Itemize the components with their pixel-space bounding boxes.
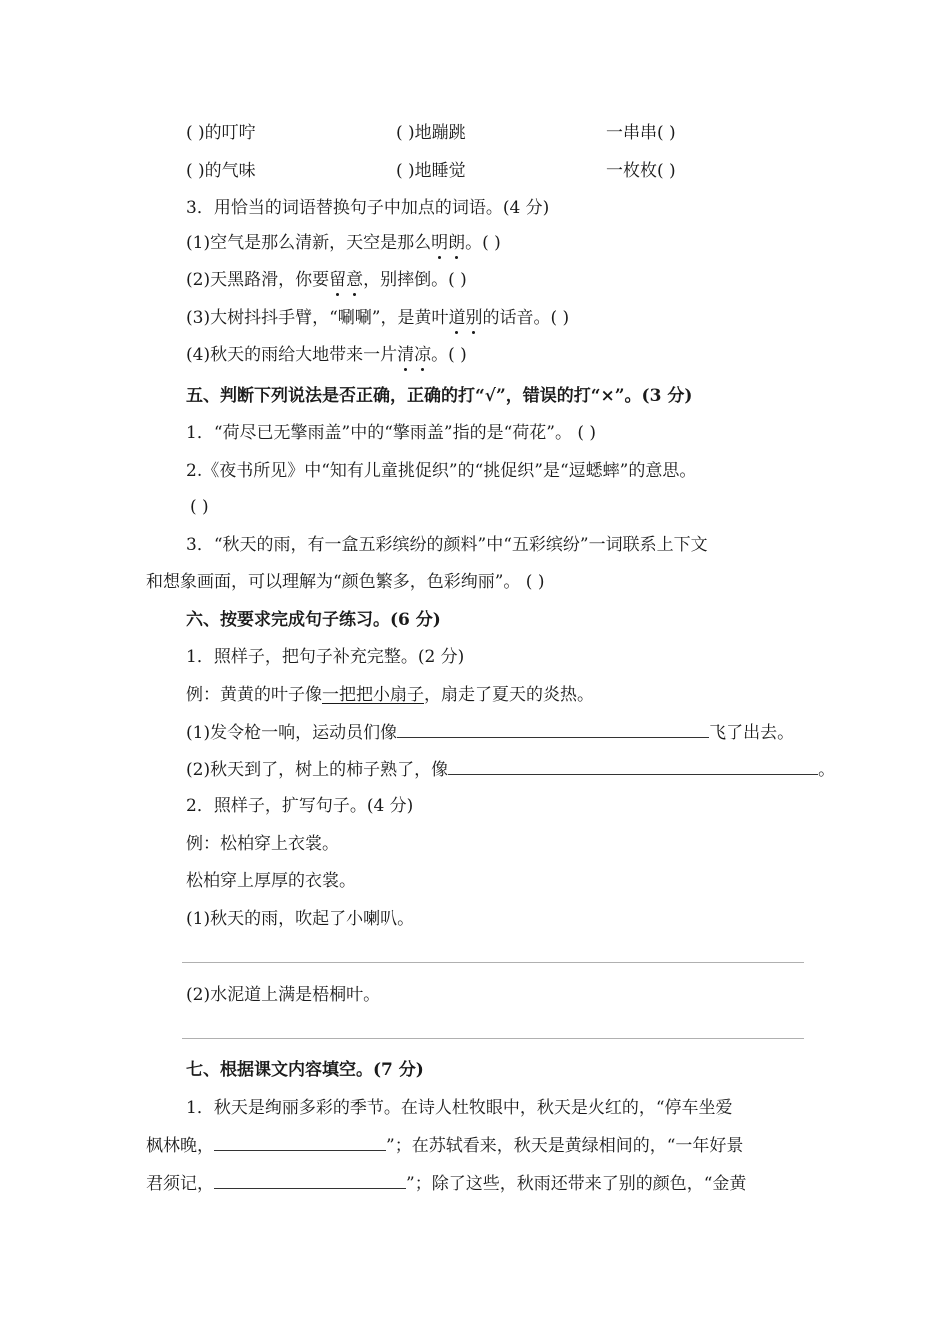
sentence-2 bbox=[186, 269, 467, 291]
sentence-text: (1)空气是那么清新，天空是那么 bbox=[186, 233, 432, 253]
answer-blank[interactable] bbox=[448, 758, 818, 775]
sentence-1 bbox=[186, 232, 501, 254]
example-2-expanded: 松柏穿上厚厚的衣裳。 bbox=[186, 871, 356, 891]
complete-sentence-2 bbox=[186, 758, 835, 781]
expand-prompt-2: (2)水泥道上满是梧桐叶。 bbox=[186, 985, 381, 1005]
question-6-2: 2．照样子，扩写句子。(4 分) bbox=[186, 796, 414, 816]
answer-bracket: 。( ) bbox=[431, 345, 467, 365]
dotted-char: 凉 bbox=[414, 345, 432, 365]
paragraph-text: 枫林晚， bbox=[146, 1136, 214, 1156]
example-2: 例：松柏穿上衣裳。 bbox=[186, 834, 339, 854]
section-6-title: 六、按要求完成句子练习。(6 分) bbox=[186, 610, 441, 630]
answer-bracket: ，别摔倒。( ) bbox=[363, 270, 467, 290]
complete-sentence-1 bbox=[186, 721, 794, 744]
sentence-text: (3)大树抖抖手臂，“唰唰”，是黄叶 bbox=[186, 308, 449, 328]
dotted-char: 清 bbox=[397, 345, 415, 365]
paragraph-text: ”；除了这些，秋雨还带来了别的颜色，“金黄 bbox=[406, 1174, 747, 1194]
fill-paragraph-line-1: 1．秋天是绚丽多彩的季节。在诗人杜牧眼中，秋天是火红的，“停车坐爱 bbox=[186, 1098, 733, 1118]
dotted-char: 意 bbox=[346, 270, 364, 290]
underlined-phrase: 一把把小扇子 bbox=[322, 685, 424, 705]
dotted-char: 道 bbox=[448, 308, 466, 328]
fill-paragraph-line-3 bbox=[146, 1172, 746, 1195]
answer-line[interactable] bbox=[182, 962, 804, 963]
answer-bracket: 的话音。( ) bbox=[482, 308, 570, 328]
dotted-char: 别 bbox=[465, 308, 483, 328]
sentence-text: (2)秋天到了，树上的柿子熟了，像 bbox=[186, 760, 449, 780]
fill-paragraph-line-2 bbox=[146, 1134, 743, 1157]
sentence-text: 飞了出去。 bbox=[709, 723, 795, 743]
section-7-title: 七、根据课文内容填空。(7 分) bbox=[186, 1060, 424, 1080]
paragraph-text: 君须记， bbox=[146, 1174, 214, 1194]
sentence-text: (1)发令枪一响，运动员们像 bbox=[186, 723, 398, 743]
paragraph-text: ”；在苏轼看来，秋天是黄绿相间的，“一年好景 bbox=[386, 1136, 744, 1156]
answer-line[interactable] bbox=[182, 1038, 804, 1039]
question-3-title: 3．用恰当的词语替换句子中加点的词语。(4 分) bbox=[186, 198, 550, 218]
example-text: ，扇走了夏天的炎热。 bbox=[424, 685, 594, 705]
fill-item-yimeimei: 一枚枚( ) bbox=[606, 161, 676, 181]
answer-bracket: 。( ) bbox=[465, 233, 501, 253]
example-1 bbox=[186, 684, 594, 706]
sentence-4 bbox=[186, 344, 467, 366]
dotted-char: 明 bbox=[431, 233, 449, 253]
example-text: 例：黄黄的叶子像 bbox=[186, 685, 322, 705]
judge-item-3: 3．“秋天的雨，有一盒五彩缤纷的颜料”中“五彩缤纷”一词联系上下文 bbox=[186, 535, 708, 555]
answer-blank[interactable] bbox=[214, 1134, 386, 1151]
judge-item-2: 2.《夜书所见》中“知有儿童挑促织”的“挑促织”是“逗蟋蟀”的意思。 bbox=[186, 461, 697, 481]
fill-item-shuijiao: ( )地睡觉 bbox=[396, 161, 466, 181]
fill-item-qiwei: ( )的气味 bbox=[186, 161, 256, 181]
dotted-char: 留 bbox=[329, 270, 347, 290]
judge-item-1: 1．“荷尽已无擎雨盖”中的“擎雨盖”指的是“荷花”。 ( ) bbox=[186, 423, 597, 443]
sentence-text: 。 bbox=[818, 760, 836, 780]
judge-item-2-bracket: ( ) bbox=[190, 497, 209, 517]
section-5-title: 五、判断下列说法是否正确，正确的打“√”，错误的打“×”。(3 分) bbox=[186, 386, 693, 406]
fill-item-yichuanchuan: 一串串( ) bbox=[606, 123, 676, 143]
dotted-char: 朗 bbox=[448, 233, 466, 253]
judge-item-3-cont: 和想象画面，可以理解为“颜色繁多，色彩绚丽”。 ( ) bbox=[146, 572, 545, 592]
fill-item-bengtiao: ( )地蹦跳 bbox=[396, 123, 466, 143]
sentence-text: (2)天黑路滑，你要 bbox=[186, 270, 330, 290]
fill-item-dingning: ( )的叮咛 bbox=[186, 123, 256, 143]
sentence-text: (4)秋天的雨给大地带来一片 bbox=[186, 345, 398, 365]
answer-blank[interactable] bbox=[214, 1172, 406, 1189]
question-6-1: 1．照样子，把句子补充完整。(2 分) bbox=[186, 647, 465, 667]
expand-prompt-1: (1)秋天的雨，吹起了小喇叭。 bbox=[186, 909, 415, 929]
sentence-3 bbox=[186, 307, 569, 329]
answer-blank[interactable] bbox=[397, 721, 709, 738]
